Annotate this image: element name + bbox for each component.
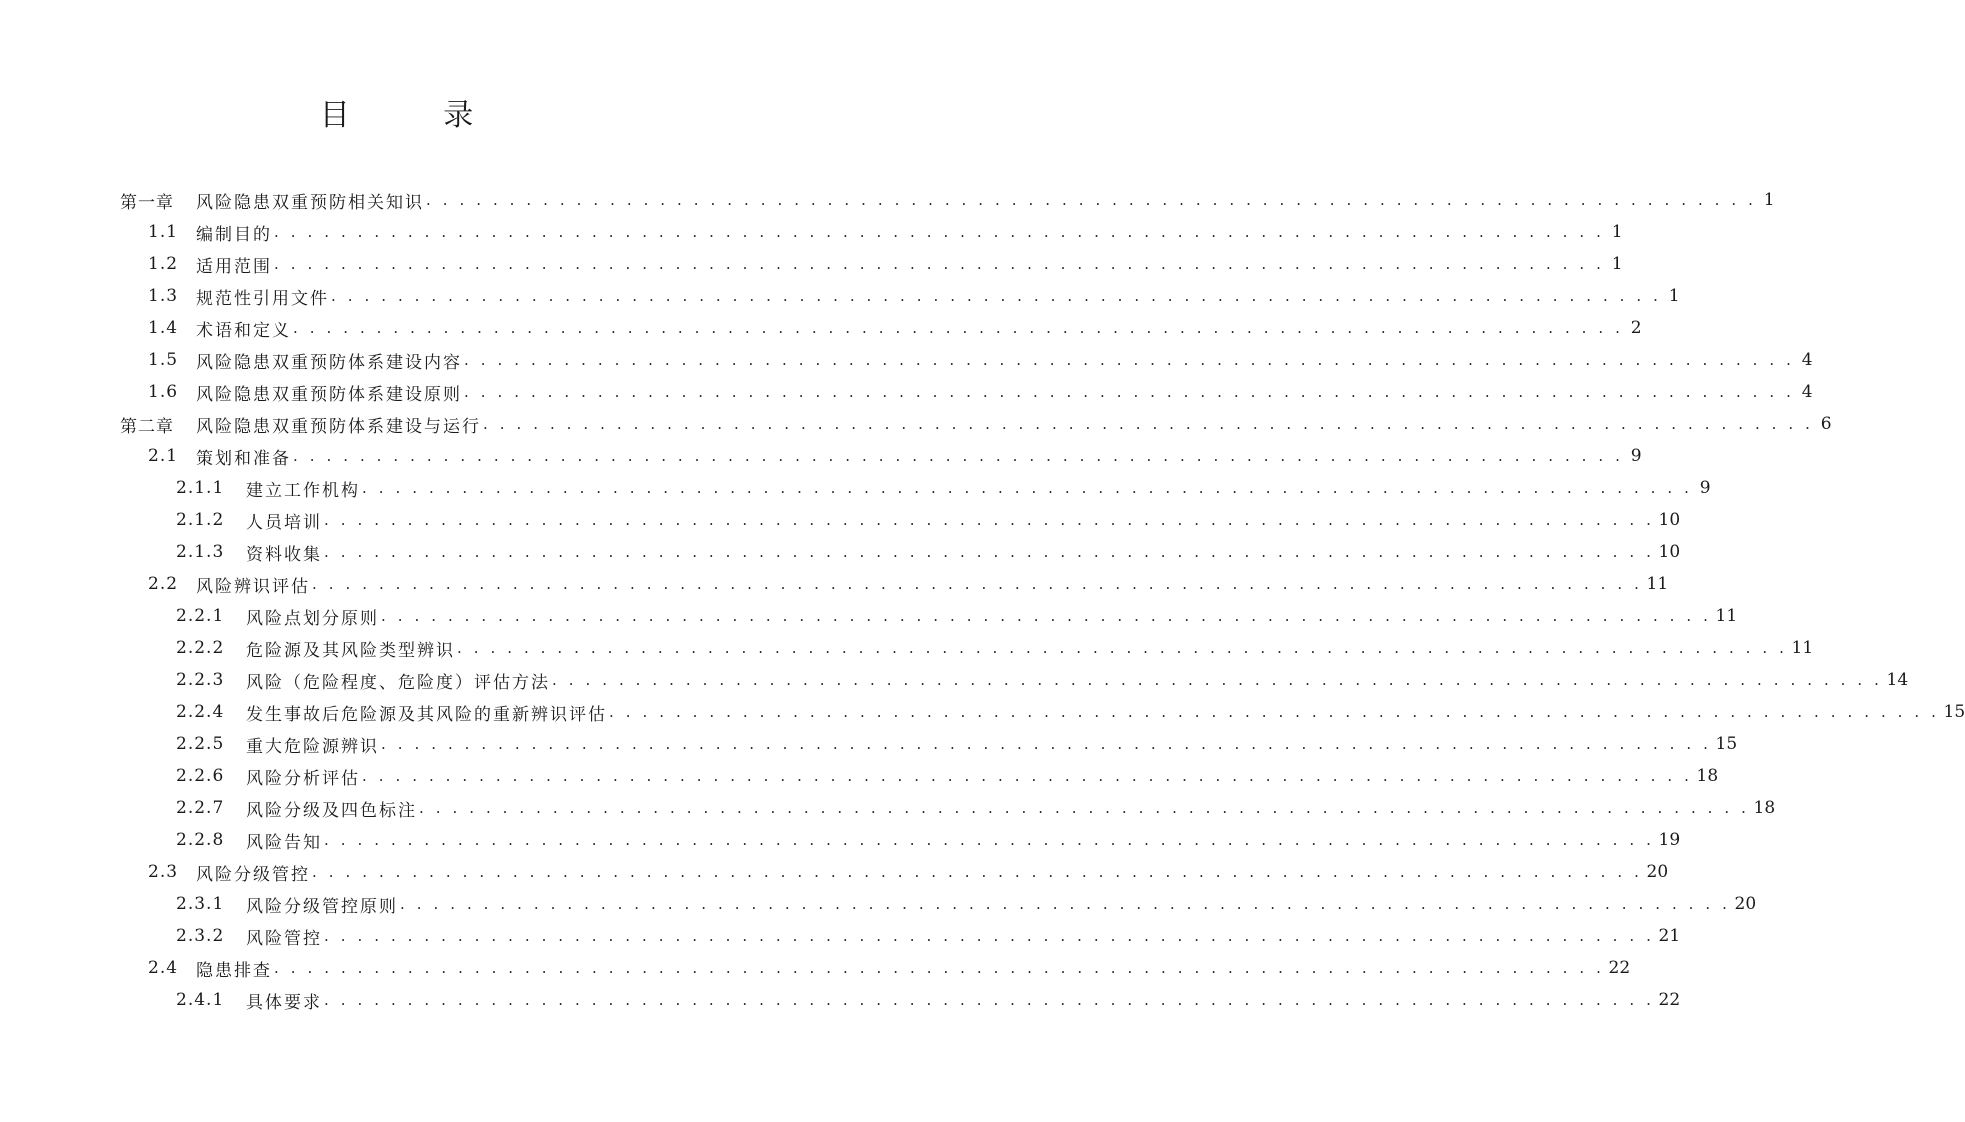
toc-entry-label: 术语和定义 (196, 320, 291, 341)
toc-entry-label: 风险隐患双重预防相关知识 (196, 192, 424, 213)
toc-leader-dots: . . . . . . . . . . . . . . . . . . . . . . . . . . . . . . . . . . . . . . . . . . . . . . . . . . . . . . . . . . . . . . . . . . . . . . . . . . . . . . . . (274, 223, 1605, 241)
toc-entry[interactable] (176, 664, 1909, 696)
toc-entry[interactable] (176, 792, 1776, 824)
toc-entry-label: 风险管控 (246, 928, 322, 949)
toc-entry-label: 风险分级管控原则 (246, 896, 398, 917)
toc-entry[interactable] (176, 760, 1719, 792)
toc-entry-number: 第二章 (120, 416, 174, 437)
toc-entry-number: 1.6 (148, 382, 179, 402)
toc-entry-page: 4 (1801, 350, 1813, 370)
toc-entry-number: 2.4 (148, 958, 179, 978)
toc-entry-label: 资料收集 (246, 544, 322, 565)
toc-entry-page: 14 (1886, 670, 1909, 690)
toc-leader-dots: . . . . . . . . . . . . . . . . . . . . . . . . . . . . . . . . . . . . . . . . . . . . . . . . . . . . . . . . . . . . . . . . . . . . . . . . . . . . . . . . (381, 735, 1712, 753)
toc-entry-label: 规范性引用文件 (196, 288, 329, 309)
toc-leader-dots: . . . . . . . . . . . . . . . . . . . . . . . . . . . . . . . . . . . . . . . . . . . . . . . . . . . . . . . . . . . . . . . . . . . . . . . . . . . . . . . . (552, 671, 1883, 689)
toc-entry-label: 重大危险源辨识 (246, 736, 379, 757)
toc-entry-label: 人员培训 (246, 512, 322, 533)
toc-entry-number: 2.1.3 (176, 542, 225, 562)
toc-entry-page: 1 (1668, 286, 1680, 306)
toc-leader-dots: . . . . . . . . . . . . . . . . . . . . . . . . . . . . . . . . . . . . . . . . . . . . . . . . . . . . . . . . . . . . . . . . . . . . . . . . . . . . . . . . (381, 607, 1712, 625)
toc-entry-page: 4 (1801, 382, 1813, 402)
toc-leader-dots: . . . . . . . . . . . . . . . . . . . . . . . . . . . . . . . . . . . . . . . . . . . . . . . . . . . . . . . . . . . . . . . . . . . . . . . . . . . . . . . . (274, 959, 1605, 977)
toc-entry-page: 9 (1630, 446, 1642, 466)
toc-leader-dots: . . . . . . . . . . . . . . . . . . . . . . . . . . . . . . . . . . . . . . . . . . . . . . . . . . . . . . . . . . . . . . . . . . . . . . . . . . . . . . . . (464, 351, 1795, 369)
toc-entry-label: 风险分析评估 (246, 768, 360, 789)
toc-entry-page: 21 (1658, 926, 1681, 946)
toc-leader-dots: . . . . . . . . . . . . . . . . . . . . . . . . . . . . . . . . . . . . . . . . . . . . . . . . . . . . . . . . . . . . . . . . . . . . . . . . . . . . . . . . (324, 927, 1655, 945)
toc-leader-dots: . . . . . . . . . . . . . . . . . . . . . . . . . . . . . . . . . . . . . . . . . . . . . . . . . . . . . . . . . . . . . . . . . . . . . . . . . . . . . . . . (324, 543, 1655, 561)
toc-entry-number: 2.1.2 (176, 510, 225, 530)
toc-entry-page: 6 (1820, 414, 1832, 434)
toc-entry[interactable] (176, 888, 1757, 920)
toc-entry-label: 风险告知 (246, 832, 322, 853)
toc-entry-label: 风险隐患双重预防体系建设与运行 (196, 416, 481, 437)
toc-entry-number: 1.1 (148, 222, 179, 242)
toc-entry-page: 11 (1715, 606, 1738, 626)
toc-entry[interactable] (148, 952, 1631, 984)
toc-entry-number: 第一章 (120, 192, 174, 213)
toc-entry-page: 11 (1646, 574, 1669, 594)
toc-entry-number: 2.3 (148, 862, 179, 882)
toc-entry[interactable] (148, 440, 1642, 472)
toc-leader-dots: . . . . . . . . . . . . . . . . . . . . . . . . . . . . . . . . . . . . . . . . . . . . . . . . . . . . . . . . . . . . . . . . . . . . . . . . . . . . . . . . (609, 703, 1940, 721)
toc-entry-label: 风险辨识评估 (196, 576, 310, 597)
toc-leader-dots: . . . . . . . . . . . . . . . . . . . . . . . . . . . . . . . . . . . . . . . . . . . . . . . . . . . . . . . . . . . . . . . . . . . . . . . . . . . . . . . . (426, 191, 1757, 209)
toc-leader-dots: . . . . . . . . . . . . . . . . . . . . . . . . . . . . . . . . . . . . . . . . . . . . . . . . . . . . . . . . . . . . . . . . . . . . . . . . . . . . . . . . (331, 287, 1662, 305)
toc-leader-dots: . . . . . . . . . . . . . . . . . . . . . . . . . . . . . . . . . . . . . . . . . . . . . . . . . . . . . . . . . . . . . . . . . . . . . . . . . . . . . . . . (457, 639, 1788, 657)
toc-entry-number: 2.2.6 (176, 766, 225, 786)
toc-leader-dots: . . . . . . . . . . . . . . . . . . . . . . . . . . . . . . . . . . . . . . . . . . . . . . . . . . . . . . . . . . . . . . . . . . . . . . . . . . . . . . . . (324, 511, 1655, 529)
toc-entry[interactable] (148, 248, 1623, 280)
toc-entry-page: 1 (1611, 254, 1623, 274)
toc-entry-number: 2.4.1 (176, 990, 225, 1010)
toc-entry-label: 具体要求 (246, 992, 322, 1013)
toc-entry-label: 发生事故后危险源及其风险的重新辨识评估 (246, 704, 607, 725)
toc-entry-label: 隐患排查 (196, 960, 272, 981)
toc-entry-number: 1.4 (148, 318, 179, 338)
toc-entry-number: 2.2.8 (176, 830, 225, 850)
toc-entry-label: 风险分级及四色标注 (246, 800, 417, 821)
toc-entry-page: 15 (1943, 702, 1965, 722)
toc-entry[interactable] (148, 344, 1813, 376)
toc-entry-page: 10 (1658, 510, 1681, 530)
toc-entry[interactable] (148, 216, 1623, 248)
toc-entry-number: 2.1 (148, 446, 179, 466)
toc-entry-label: 风险点划分原则 (246, 608, 379, 629)
toc-entry[interactable] (176, 728, 1738, 760)
toc-entry-number: 2.2.4 (176, 702, 225, 722)
toc-entry-page: 22 (1608, 958, 1631, 978)
toc-entry-label: 建立工作机构 (246, 480, 360, 501)
toc-entry-page: 9 (1699, 478, 1711, 498)
toc-entry[interactable] (176, 984, 1681, 1016)
toc-entry[interactable] (120, 184, 1775, 216)
toc-entry-label: 风险分级管控 (196, 864, 310, 885)
toc-entry-number: 2.3.2 (176, 926, 225, 946)
toc-entry[interactable] (176, 920, 1681, 952)
toc-entry-page: 20 (1734, 894, 1757, 914)
toc-leader-dots: . . . . . . . . . . . . . . . . . . . . . . . . . . . . . . . . . . . . . . . . . . . . . . . . . . . . . . . . . . . . . . . . . . . . . . . . . . . . . . . . (293, 447, 1624, 465)
toc-entry[interactable] (176, 600, 1738, 632)
toc-entry-label: 策划和准备 (196, 448, 291, 469)
toc-entry-number: 2.2.5 (176, 734, 225, 754)
toc-entry-page: 2 (1630, 318, 1642, 338)
toc-leader-dots: . . . . . . . . . . . . . . . . . . . . . . . . . . . . . . . . . . . . . . . . . . . . . . . . . . . . . . . . . . . . . . . . . . . . . . . . . . . . . . . . (464, 383, 1795, 401)
toc-entry[interactable] (148, 856, 1669, 888)
toc-entry[interactable] (176, 536, 1681, 568)
toc-entry-page: 11 (1791, 638, 1814, 658)
toc-entry-number: 2.2.1 (176, 606, 225, 626)
toc-entry-number: 2.2.7 (176, 798, 225, 818)
toc-title: 目 录 (319, 98, 516, 133)
toc-entry-label: 适用范围 (196, 256, 272, 277)
toc-entry-page: 20 (1646, 862, 1669, 882)
toc-entry-number: 2.1.1 (176, 478, 225, 498)
toc-leader-dots: . . . . . . . . . . . . . . . . . . . . . . . . . . . . . . . . . . . . . . . . . . . . . . . . . . . . . . . . . . . . . . . . . . . . . . . . . . . . . . . . (362, 479, 1693, 497)
toc-entry-number: 2.2.3 (176, 670, 225, 690)
toc-entry-page: 19 (1658, 830, 1681, 850)
toc-entry-label: 风险隐患双重预防体系建设内容 (196, 352, 462, 373)
toc-entry[interactable] (176, 472, 1711, 504)
toc-leader-dots: . . . . . . . . . . . . . . . . . . . . . . . . . . . . . . . . . . . . . . . . . . . . . . . . . . . . . . . . . . . . . . . . . . . . . . . . . . . . . . . . (362, 767, 1693, 785)
toc-leader-dots: . . . . . . . . . . . . . . . . . . . . . . . . . . . . . . . . . . . . . . . . . . . . . . . . . . . . . . . . . . . . . . . . . . . . . . . . . . . . . . . . (419, 799, 1750, 817)
toc-leader-dots: . . . . . . . . . . . . . . . . . . . . . . . . . . . . . . . . . . . . . . . . . . . . . . . . . . . . . . . . . . . . . . . . . . . . . . . . . . . . . . . . (312, 575, 1643, 593)
toc-entry[interactable] (148, 376, 1813, 408)
toc-entry-page: 22 (1658, 990, 1681, 1010)
toc-entry-page: 15 (1715, 734, 1738, 754)
toc-entry-number: 2.2 (148, 574, 179, 594)
toc-entry-number: 1.2 (148, 254, 179, 274)
toc-entry-number: 2.2.2 (176, 638, 225, 658)
toc-entry-label: 危险源及其风险类型辨识 (246, 640, 455, 661)
toc-entry-page: 1 (1763, 190, 1775, 210)
toc-leader-dots: . . . . . . . . . . . . . . . . . . . . . . . . . . . . . . . . . . . . . . . . . . . . . . . . . . . . . . . . . . . . . . . . . . . . . . . . . . . . . . . . (324, 991, 1655, 1009)
toc-entry-number: 2.3.1 (176, 894, 225, 914)
toc-entry-number: 1.3 (148, 286, 179, 306)
toc-entry[interactable] (176, 696, 1965, 728)
toc-entry[interactable] (148, 568, 1669, 600)
toc-entry[interactable] (176, 632, 1814, 664)
toc-entry[interactable] (120, 408, 1832, 440)
toc-entry[interactable] (176, 824, 1681, 856)
toc-leader-dots: . . . . . . . . . . . . . . . . . . . . . . . . . . . . . . . . . . . . . . . . . . . . . . . . . . . . . . . . . . . . . . . . . . . . . . . . . . . . . . . . (274, 255, 1605, 273)
toc-entry-page: 18 (1753, 798, 1776, 818)
toc-entry[interactable] (176, 504, 1681, 536)
toc-entry-label: 编制目的 (196, 224, 272, 245)
toc-entry-page: 1 (1611, 222, 1623, 242)
toc-leader-dots: . . . . . . . . . . . . . . . . . . . . . . . . . . . . . . . . . . . . . . . . . . . . . . . . . . . . . . . . . . . . . . . . . . . . . . . . . . . . . . . . (324, 831, 1655, 849)
toc-leader-dots: . . . . . . . . . . . . . . . . . . . . . . . . . . . . . . . . . . . . . . . . . . . . . . . . . . . . . . . . . . . . . . . . . . . . . . . . . . . . . . . . (312, 863, 1643, 881)
toc-entry[interactable] (148, 312, 1642, 344)
toc-entry[interactable] (148, 280, 1680, 312)
toc-entry-page: 18 (1696, 766, 1719, 786)
toc-leader-dots: . . . . . . . . . . . . . . . . . . . . . . . . . . . . . . . . . . . . . . . . . . . . . . . . . . . . . . . . . . . . . . . . . . . . . . . . . . . . . . . . (400, 895, 1731, 913)
toc-entry-label: 风险隐患双重预防体系建设原则 (196, 384, 462, 405)
toc-leader-dots: . . . . . . . . . . . . . . . . . . . . . . . . . . . . . . . . . . . . . . . . . . . . . . . . . . . . . . . . . . . . . . . . . . . . . . . . . . . . . . . . (293, 319, 1624, 337)
toc-entry-number: 1.5 (148, 350, 179, 370)
toc-entry-page: 10 (1658, 542, 1681, 562)
toc-leader-dots: . . . . . . . . . . . . . . . . . . . . . . . . . . . . . . . . . . . . . . . . . . . . . . . . . . . . . . . . . . . . . . . . . . . . . . . . . . . . . . . . (483, 415, 1814, 433)
toc-entry-label: 风险（危险程度、危险度）评估方法 (246, 672, 550, 693)
